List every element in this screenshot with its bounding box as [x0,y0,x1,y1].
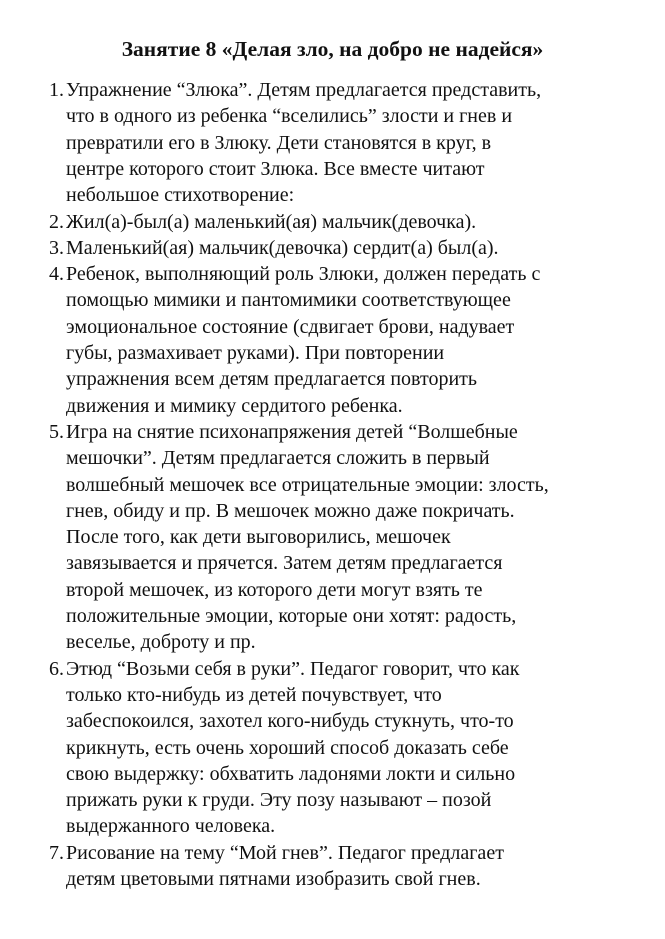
document-title: Занятие 8 «Делая зло, на добро не надейся» [121,37,544,61]
list-item-text-line: положительные эмоции, которые они хотят: радость, [66,605,517,627]
list-item-text-line: только кто-нибудь из детей почувствует, что [66,683,442,706]
list-item-text-line: второй мешочек, из которого дети могут взять те [66,578,483,601]
list-item-text-line: крикнуть, есть очень хороший способ доказать себе [66,736,509,759]
list-item-text-line: Ребенок, выполняющий роль Злюки, должен передать с [66,263,541,286]
list-item-text-line: небольшое стихотворение: [66,184,295,207]
list-item-number: 2. [49,210,64,233]
list-item-number: 5. [49,420,64,443]
list-item-text-line: эмоциональное состояние (сдвигает брови, надувает [66,315,515,338]
list-item-number: 1. [49,79,64,101]
list-item-text-line: губы, размахивает руками). При повторении [66,342,445,364]
list-item-text-line: Рисование на тему “Мой гнев”. Педагог предлагает [66,841,504,864]
list-item-text-line: забеспокоился, захотел кого-нибудь стукнуть, что-то [66,710,514,733]
list-item-text-line: Упражнение “Злюка”. Детям предлагается представить, [66,79,542,101]
list-item-text-line: свою выдержку: обхватить ладонями локти и сильно [66,762,516,785]
list-item-text-line: упражнения всем детям предлагается повторить [66,368,478,391]
list-item-text-line: выдержанного человека. [66,815,276,838]
list-item-text-line: центре которого стоит Злюка. Все вместе читают [66,157,485,180]
list-item-text-line: превратили его в Злюку. Дети становятся в круг, в [66,131,492,154]
list-item-number: 6. [49,657,64,680]
list-item-text-line: мешочки”. Детям предлагается сложить в первый [66,447,490,470]
list-item-text-line: детям цветовыми пятнами изобразить свой гнев. [66,868,481,890]
list-item-text-line: Игра на снятие психонапряжения детей “Волшебные [66,420,518,443]
list-item-text-line: что в одного из ребенка “вселились” злости и гнев и [66,105,513,128]
list-item-text-line: После того, как дети выговорились, мешочек [66,526,451,549]
list-item-text-line: Этюд “Возьми себя в руки”. Педагог говорит, что как [66,657,520,680]
list-item-number: 3. [49,236,64,259]
list-item-text-line: прижать руки к груди. Эту позу называют – позой [66,789,492,812]
list-item-number: 4. [49,263,64,286]
list-item-text-line: движения и мимику сердитого ребенка. [66,394,403,417]
list-item-text-line: волшебный мешочек все отрицательные эмоции: злость, [66,473,549,496]
list-item-text-line: завязывается и прячется. Затем детям предлагается [66,552,503,575]
list-item-text-line: Жил(а)-был(а) маленький(ая) мальчик(девочка). [66,210,477,233]
list-item-text-line: веселье, доброту и пр. [66,631,256,654]
list-item-number: 7. [49,841,64,864]
list-item-text-line: помощью мимики и пантомимики соответствующее [66,289,511,312]
list-item-text-line: гнев, обиду и пр. В мешочек можно даже покричать. [66,499,515,522]
list-item-text-line: Маленький(ая) мальчик(девочка) сердит(а) был(а). [66,236,499,259]
